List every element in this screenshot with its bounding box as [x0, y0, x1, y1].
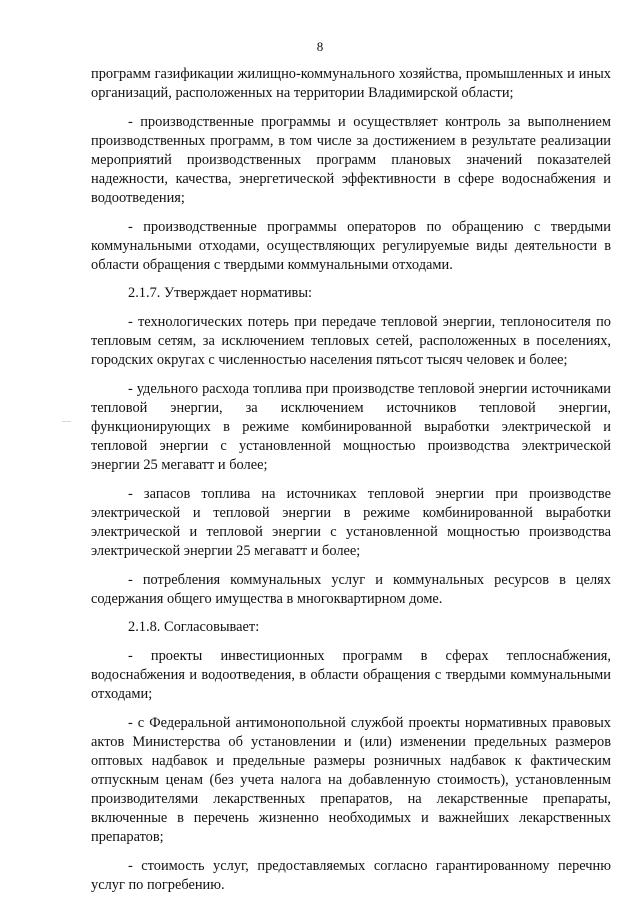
list-item-investment-programs: - проекты инвестиционных программ в сферах теплоснабжения, водоснабжения и водоотведения, в области обращения с твердыми коммунальными отходами;	[91, 648, 611, 703]
section-heading-2-1-7: 2.1.7. Утверждает нормативы:	[128, 285, 313, 302]
scan-mark	[62, 421, 71, 422]
list-item-pharma-markups: - с Федеральной антимонопольной службой проекты нормативных правовых актов Министерства об установлении и (или) изменении предельных размеров оптовых надбавок и предельные размеры розничных надбавок к фактическим отпускным ценам (без учета налога на добавленную стоимость), установленным производителями лекарственных препаратов, на лекарственные препараты, включенные в перечень жизненно необходимых и важнейших лекарственных препаратов;	[91, 714, 611, 845]
list-item-heat-losses: - технологических потерь при передаче тепловой энергии, теплоносителя по тепловым сетям, за исключением тепловых сетей, расположенных в поселениях, городских округах с численностью населения пятьсот тысяч человек и более;	[91, 314, 611, 369]
list-item-fuel-consumption: - удельного расхода топлива при производстве тепловой энергии источниками тепловой энергии, за исключением источников тепловой энергии, функционирующих в режиме комбинированной выработки электрической и тепловой энергии с установленной мощностью производства электрической энергии 25 мегаватт и более;	[91, 380, 611, 473]
page-number: 8	[316, 39, 324, 54]
list-item-production-programs: - производственные программы и осуществляет контроль за выполнением производственных программ, в том числе за достижением в результате реализации мероприятий производственных программ плановых значений показателей надежности, качества, энергетической эффективности в сфере водоснабжения и водоотведения;	[91, 113, 611, 206]
document-body	[91, 65, 611, 905]
list-item-utility-consumption: - потребления коммунальных услуг и коммунальных ресурсов в целях содержания общего имущества в многоквартирном доме.	[91, 571, 611, 607]
list-item-waste-operators-programs: - производственные программы операторов по обращению с твердыми коммунальными отходами, осуществляющих регулируемые виды деятельности в области обращения с твердыми коммунальными отходами.	[91, 218, 611, 273]
list-item-fuel-reserves: - запасов топлива на источниках тепловой энергии при производстве электрической и тепловой энергии в режиме комбинированной выработки электрической и тепловой энергии с установленной мощностью производства электрической энергии 25 мегаватт и более;	[91, 485, 611, 559]
list-item-funeral-services: - стоимость услуг, предоставляемых согласно гарантированному перечню услуг по погребению.	[91, 857, 611, 893]
paragraph-continuation: программ газификации жилищно-коммунального хозяйства, промышленных и иных организаций, расположенных на территории Владимирской области;	[91, 66, 611, 101]
section-heading-2-1-8: 2.1.8. Согласовывает:	[128, 619, 260, 636]
